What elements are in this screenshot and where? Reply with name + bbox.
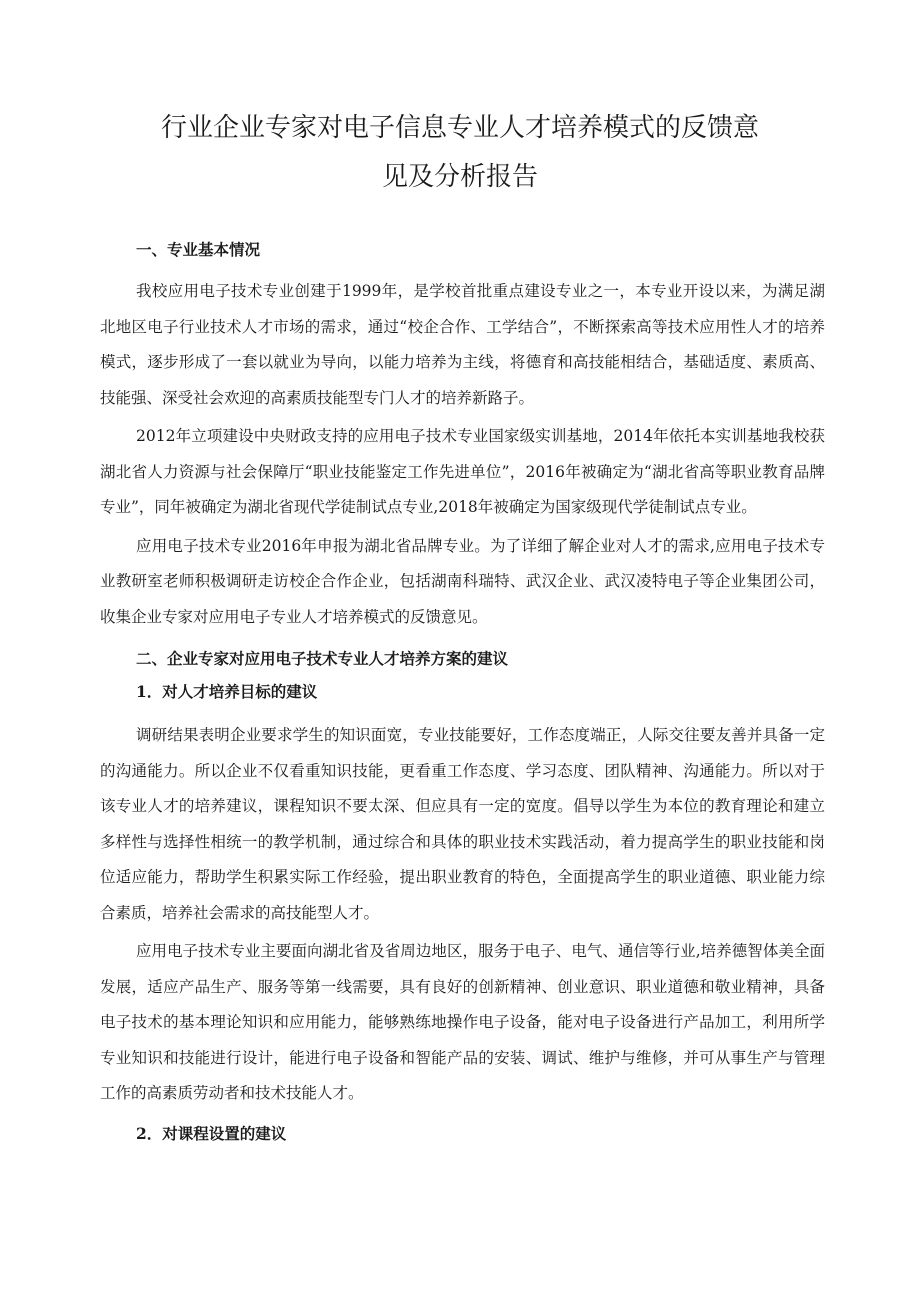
subsection-1-heading: 1．对人才培养目标的建议: [136, 682, 318, 701]
document-title-line-1: 行业企业专家对电子信息专业人才培养模式的反馈意: [160, 113, 759, 143]
section-1-paragraph-3: 应用电子技术专业2016年申报为湖北省品牌专业。为了详细了解企业对人才的需求,应用电子技术专业教研室老师积极调研走访校企合作企业，包括湖南科瑞特、武汉企业、武汉凌特电子等企业集团公司，收集企业专家对应用电子专业人才培养模式的反馈意见。: [100, 536, 825, 626]
section-1-paragraph-2: 2012年立项建设中央财政支持的应用电子技术专业国家级实训基地，2014年依托本实训基地我校获湖北省人力资源与社会保障厅“职业技能鉴定工作先进单位”，2016年被确定为“湖北省高等职业教育品牌专业”，同年被确定为湖北省现代学徒制试点专业,2018年被确定为国家级现代学徒制试点专业。: [100, 427, 825, 516]
document-title-line-2: 见及分析报告: [381, 162, 538, 192]
section-1-heading: 一、专业基本情况: [136, 241, 261, 259]
section-2-heading: 二、企业专家对应用电子技术专业人才培养方案的建议: [136, 650, 509, 668]
document-body: [100, 240, 825, 1144]
section-1-paragraph-1: 我校应用电子技术专业创建于1999年，是学校首批重点建设专业之一，本专业开设以来，为满足湖北地区电子行业技术人才市场的需求，通过“校企合作、工学结合”，不断探索高等技术应用性人才的培养模式，逐步形成了一套以就业为导向，以能力培养为主线，将德育和高技能相结合，基础适度、素质高、技能强、深受社会欢迎的高素质技能型专门人才的培养新路子。: [100, 282, 825, 407]
subsection-2-heading: 2．对课程设置的建议: [136, 1123, 287, 1143]
subsection-1-paragraph-2: 应用电子技术专业主要面向湖北省及省周边地区，服务于电子、电气、通信等行业,培养德智体美全面发展，适应产品生产、服务等第一线需要，具有良好的创新精神、创业意识、职业道德和敬业精神，具备电子技术的基本理论知识和应用能力，能够熟练地操作电子设备，能对电子设备进行产品加工，利用所学专业知识和技能进行设计，能进行电子设备和智能产品的安装、调试、维护与维修，并可从事生产与管理工作的高素质劳动者和技术技能人才。: [100, 942, 825, 1102]
subsection-1-paragraph-1: 调研结果表明企业要求学生的知识面宽，专业技能要好，工作态度端正，人际交往要友善并具备一定的沟通能力。所以企业不仅看重知识技能，更看重工作态度、学习态度、团队精神、沟通能力。所以对于该专业人才的培养建议，课程知识不要太深、但应具有一定的宽度。倡导以学生为本位的教育理论和建立多样性与选择性相统一的教学机制，通过综合和具体的职业技术实践活动，着力提高学生的职业技能和岗位适应能力，帮助学生积累实际工作经验，提出职业教育的特色，全面提高学生的职业道德、职业能力综合素质，培养社会需求的高技能型人才。: [100, 726, 825, 922]
